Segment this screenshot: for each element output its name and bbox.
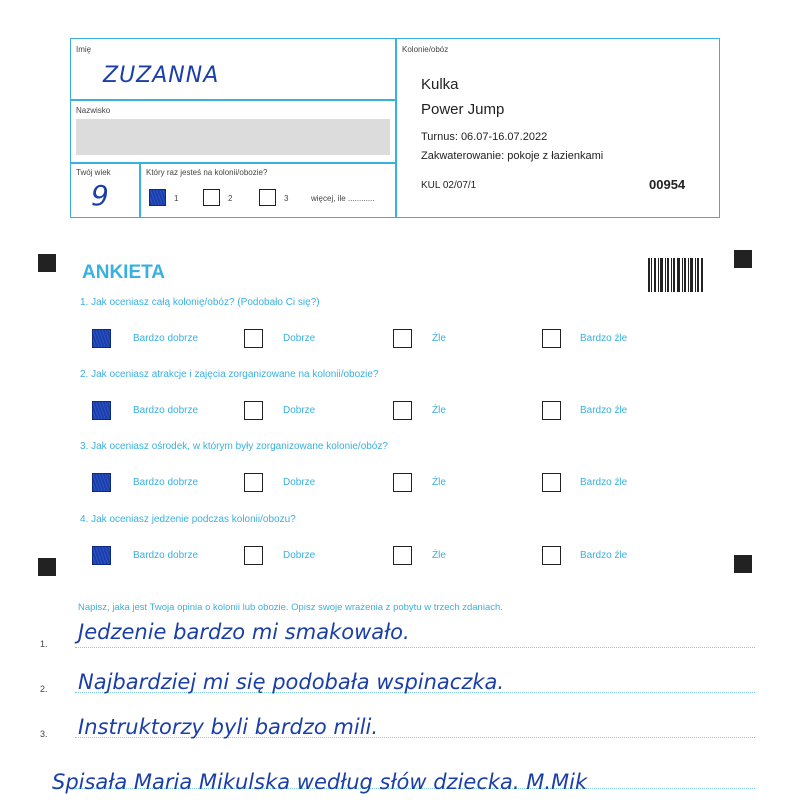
question-2-option-4-label: Bardzo źle [580,405,628,416]
question-2-option-1-label: Bardzo dobrze [133,405,199,416]
question-2-option-4-checkbox[interactable] [542,401,561,420]
question-4-option-3-label: Źle [432,550,446,561]
question-4-text: 4. Jak oceniasz jedzenie podczas kolonii/obozu? [80,514,296,525]
question-2-text: 2. Jak oceniasz atrakcje i zajęcia zorganizowane na kolonii/obozie? [80,369,379,380]
question-1-option-3-label: Źle [432,333,446,344]
question-2-option-2-label: Dobrze [283,405,316,416]
question-3-option-2-checkbox[interactable] [244,473,263,492]
last-name-label: Nazwisko [76,106,111,115]
question-3-option-3-label: Źle [432,477,446,488]
question-1-option-1-checkbox[interactable] [92,329,111,348]
question-1-option-4-label: Bardzo źle [580,333,628,344]
camp-code: KUL 02/07/1 [421,180,477,191]
question-3-option-1-label: Bardzo dobrze [133,477,199,488]
registration-marker-top-right [734,250,752,268]
question-4-option-1-label: Bardzo dobrze [133,550,199,561]
header-box [70,38,720,218]
answer-1-text[interactable]: Jedzenie bardzo mi smakowało. [78,620,410,644]
times-option-1-label: 1 [174,194,179,203]
question-2-option-1-checkbox[interactable] [92,401,111,420]
question-1-option-2-checkbox[interactable] [244,329,263,348]
question-1-option-3-checkbox[interactable] [393,329,412,348]
first-name-value: ZUZANNA [103,63,220,88]
question-3-option-4-checkbox[interactable] [542,473,561,492]
question-2-option-3-label: Źle [432,405,446,416]
question-3-option-4-label: Bardzo źle [580,477,628,488]
registration-marker-top-left [38,254,56,272]
question-4-option-3-checkbox[interactable] [393,546,412,565]
times-more-label: więcej, ile ............ [311,194,375,203]
header-divider-1 [71,99,395,101]
footer-note: Spisała Maria Mikulska według słów dziecka. M.Mik [52,770,588,794]
question-3-option-3-checkbox[interactable] [393,473,412,492]
question-4-option-4-label: Bardzo źle [580,550,628,561]
last-name-redacted [76,119,390,155]
accommodation: Zakwaterowanie: pokoje z łazienkami [421,150,604,162]
question-4-option-4-checkbox[interactable] [542,546,561,565]
survey-title: ANKIETA [82,262,166,283]
times-option-2-checkbox[interactable] [203,189,220,206]
answer-2-number: 2. [40,684,48,694]
header-divider-2 [71,162,395,164]
first-name-label: Imię [76,45,92,54]
age-value: 9 [91,179,109,212]
question-3-text: 3. Jak oceniasz ośrodek, w którym były zorganizowane kolonie/obóz? [80,441,388,452]
question-1-option-2-label: Dobrze [283,333,316,344]
times-label: Który raz jesteś na kolonii/obozie? [146,168,268,177]
camp-label: Kolonie/obóz [402,45,449,54]
registration-marker-bottom-left [38,558,56,576]
question-3-option-2-label: Dobrze [283,477,316,488]
registration-marker-bottom-right [734,555,752,573]
answer-3-text[interactable]: Instruktorzy byli bardzo mili. [78,715,379,739]
times-option-3-checkbox[interactable] [259,189,276,206]
question-4-option-2-label: Dobrze [283,550,316,561]
age-label: Twój wiek [76,168,111,177]
answer-2-text[interactable]: Najbardziej mi się podobała wspinaczka. [78,670,505,694]
question-1-option-1-label: Bardzo dobrze [133,333,199,344]
question-2-option-2-checkbox[interactable] [244,401,263,420]
question-4-option-2-checkbox[interactable] [244,546,263,565]
header-divider-vertical [395,39,397,217]
camp-name-2: Power Jump [421,101,505,118]
barcode-icon [648,258,704,292]
camp-name-1: Kulka [421,76,459,93]
header-divider-age [139,162,141,217]
question-1-text: 1. Jak oceniasz całą kolonię/obóz? (Podobało Ci się?) [80,297,320,308]
answer-1-line [75,647,755,648]
times-option-1-checkbox[interactable] [149,189,166,206]
question-2-option-3-checkbox[interactable] [393,401,412,420]
question-3-option-1-checkbox[interactable] [92,473,111,492]
opinion-prompt: Napisz, jaka jest Twoja opinia o kolonii lub obozie. Opisz swoje wrażenia z pobytu w trzech zdaniach. [78,602,503,613]
question-1-option-4-checkbox[interactable] [542,329,561,348]
answer-3-number: 3. [40,729,48,739]
times-option-2-label: 2 [228,194,233,203]
turnus: Turnus: 06.07-16.07.2022 [421,131,548,143]
form-number: 00954 [649,177,686,192]
question-4-option-1-checkbox[interactable] [92,546,111,565]
times-option-3-label: 3 [284,194,289,203]
answer-1-number: 1. [40,639,48,649]
